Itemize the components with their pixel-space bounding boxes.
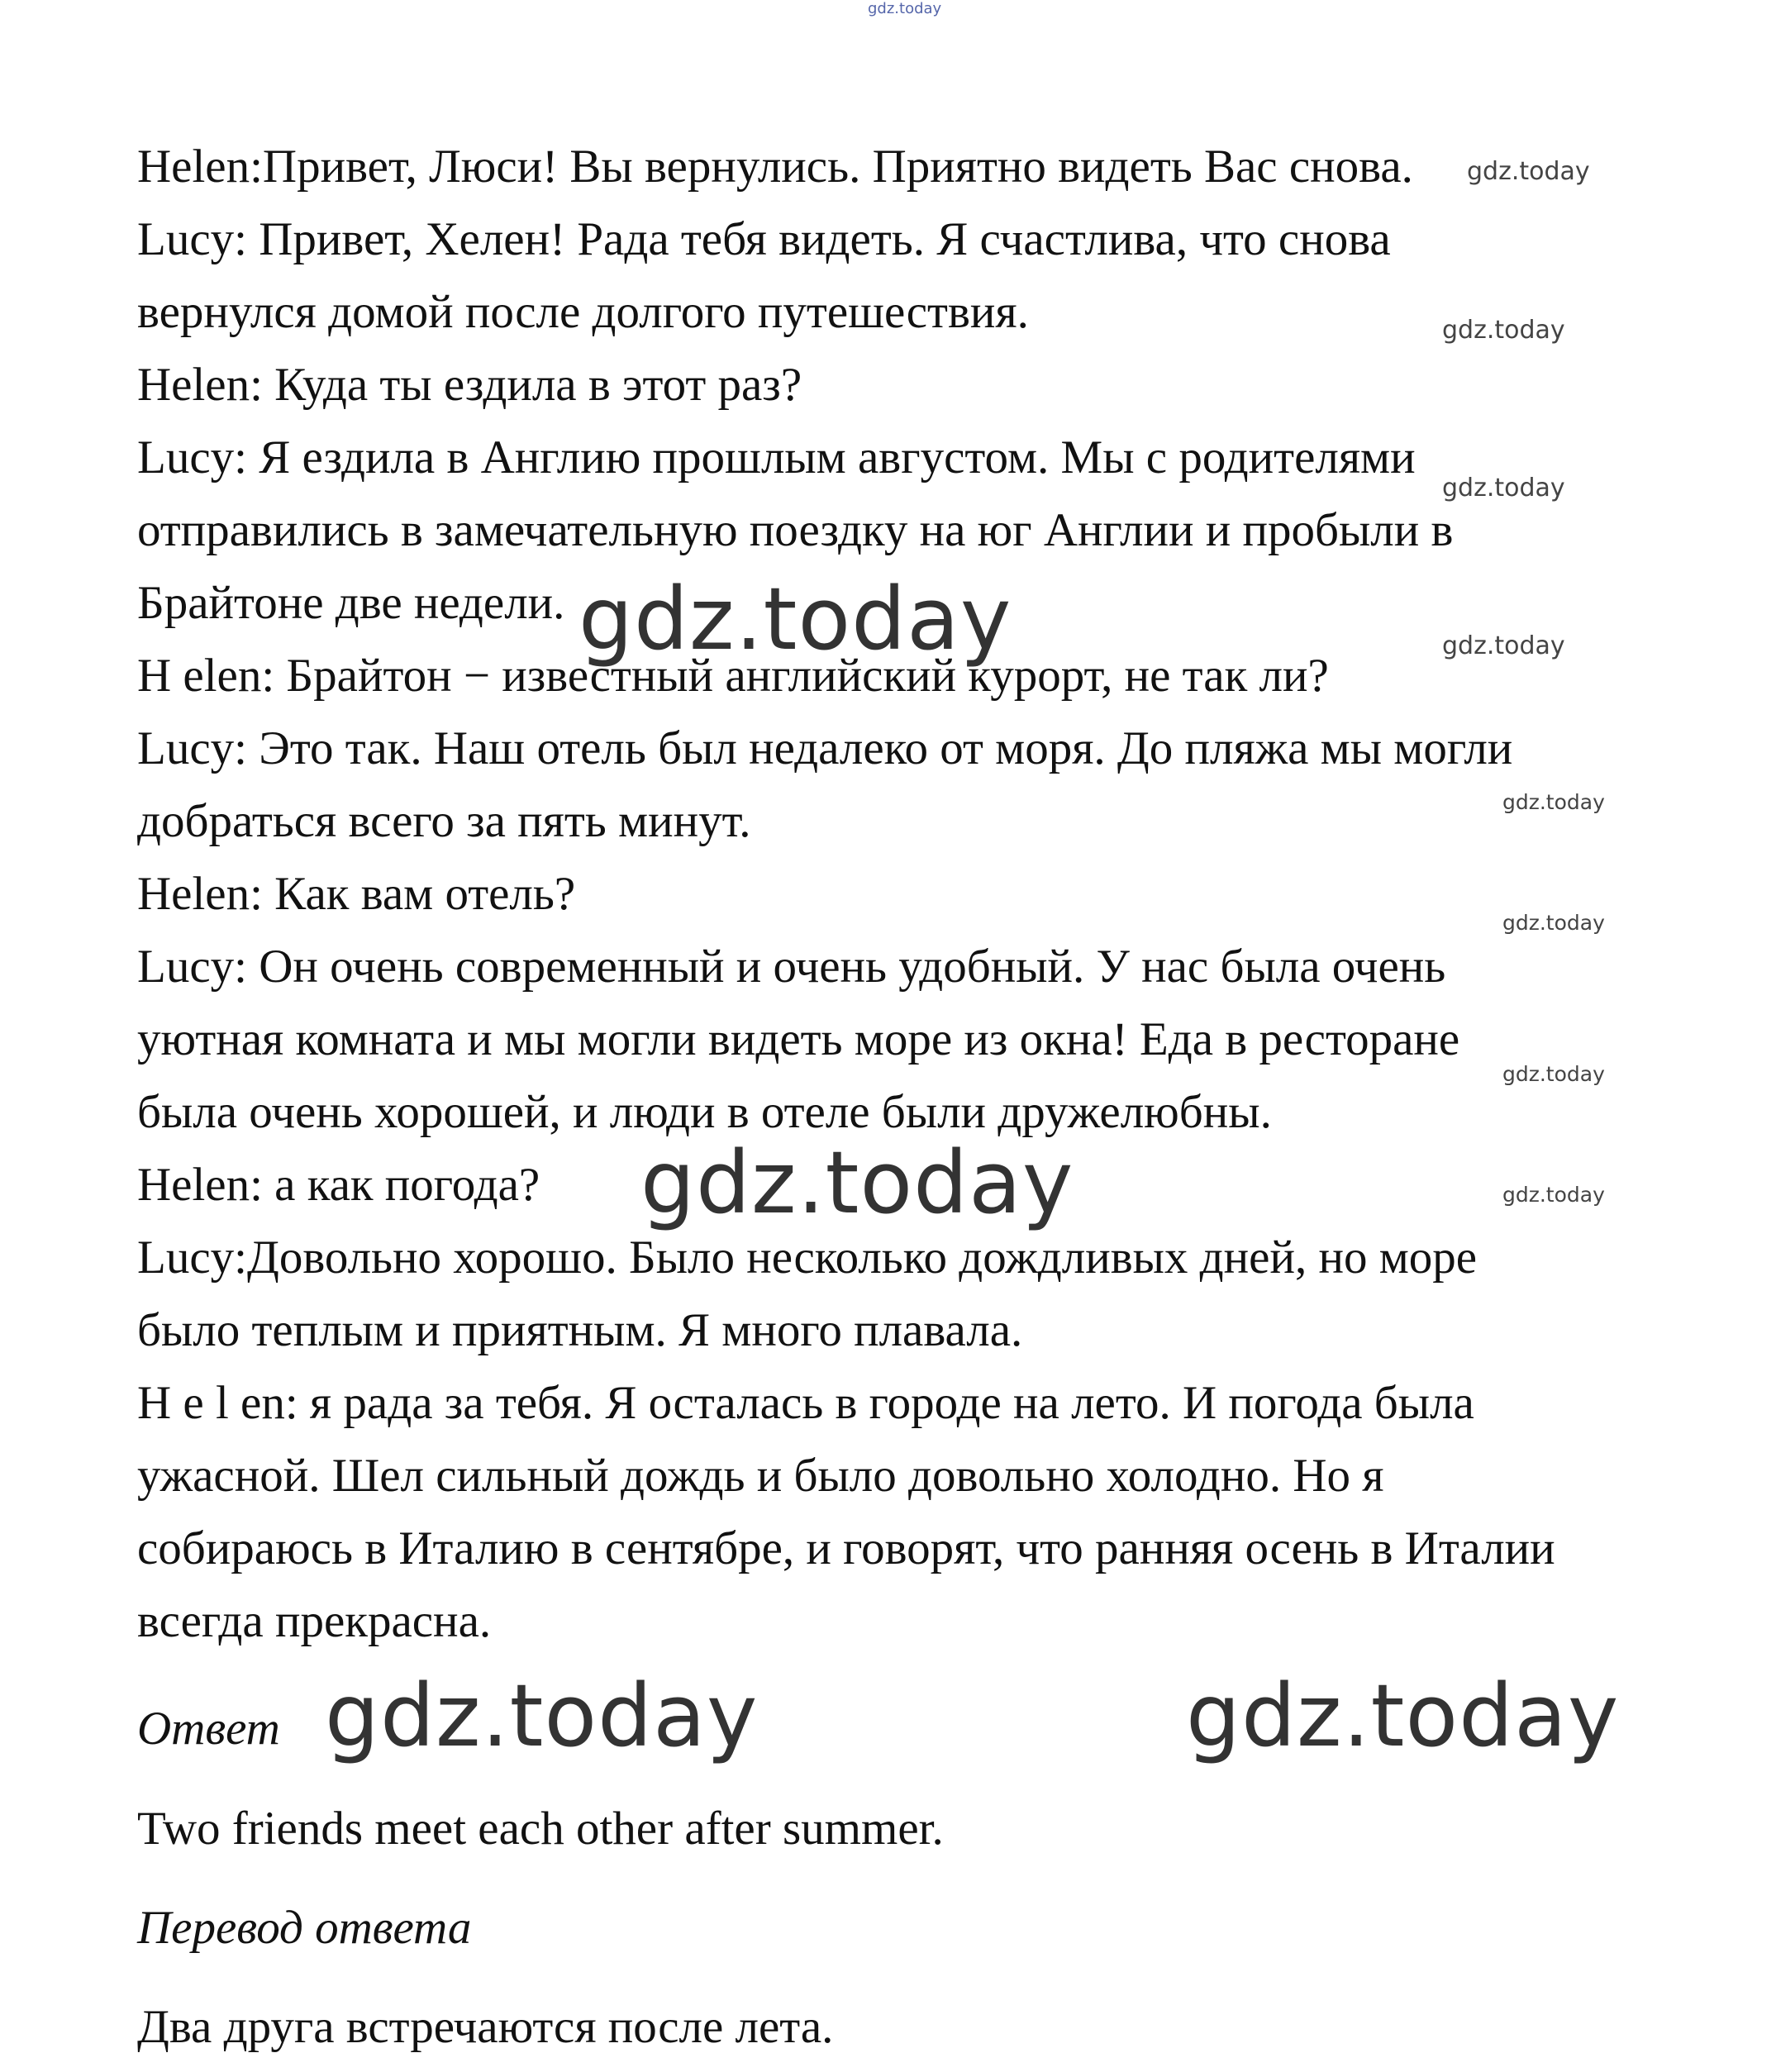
dialogue-line: вернулся домой после долгого путешествия. [137, 286, 1029, 338]
dialogue-line: ужасной. Шел сильный дождь и было довольно холодно. Но я [137, 1450, 1384, 1502]
watermark-large: gdz.today [325, 1665, 759, 1766]
dialogue-line: Helen: Куда ты ездила в этот раз? [137, 359, 802, 411]
header-watermark: gdz.today [868, 0, 942, 17]
dialogue-line: Helen: Как вам отель? [137, 868, 576, 920]
dialogue-line: была очень хорошей, и люди в отеле были дружелюбны. [137, 1086, 1272, 1138]
translation-text: Два друга встречаются после лета. [137, 2001, 834, 2053]
watermark-small: gdz.today [1442, 474, 1565, 503]
dialogue-line: Helen:Привет, Люси! Вы вернулись. Приятно видеть Вас снова. [137, 141, 1413, 193]
dialogue-line: Lucy: Это так. Наш отель был недалеко от моря. До пляжа мы могли [137, 722, 1513, 774]
watermark-small: gdz.today [1467, 157, 1590, 186]
answer-label: Ответ [137, 1703, 280, 1755]
watermark-large: gdz.today [579, 569, 1012, 669]
dialogue-line: Helen: а как погода? [137, 1159, 540, 1211]
dialogue-line: H e l en: я рада за тебя. Я осталась в городе на лето. И погода была [137, 1377, 1474, 1429]
dialogue-line: Lucy: Он очень современный и очень удобный. У нас была очень [137, 941, 1446, 993]
watermark-small: gdz.today [1502, 790, 1605, 814]
dialogue-line: Брайтоне две недели. [137, 577, 565, 629]
watermark-small: gdz.today [1502, 911, 1605, 935]
dialogue-line: Lucy: Привет, Хелен! Рада тебя видеть. Я счастлива, что снова [137, 213, 1391, 265]
watermark-small: gdz.today [1442, 316, 1565, 345]
dialogue-line: отправились в замечательную поездку на юг Англии и пробыли в [137, 504, 1454, 556]
dialogue-line: было теплым и приятным. Я много плавала. [137, 1304, 1023, 1356]
dialogue-line: всегда прекрасна. [137, 1595, 492, 1647]
dialogue-line: Lucy: Я ездила в Англию прошлым августом. Мы с родителями [137, 431, 1416, 483]
watermark-large: gdz.today [640, 1132, 1074, 1233]
watermark-small: gdz.today [1502, 1183, 1605, 1207]
dialogue-line: Lucy:Довольно хорошо. Было несколько дождливых дней, но море [137, 1231, 1478, 1284]
dialogue-line: добраться всего за пять минут. [137, 795, 751, 847]
dialogue-line: уютная комната и мы могли видеть море из окна! Еда в ресторане [137, 1013, 1460, 1065]
watermark-large: gdz.today [1186, 1665, 1620, 1766]
dialogue-line: собираюсь в Италию в сентябре, и говорят, что ранняя осень в Италии [137, 1522, 1555, 1574]
dialogue-line: H elen: Брайтон − известный английский курорт, не так ли? [137, 650, 1329, 702]
watermark-small: gdz.today [1502, 1062, 1605, 1086]
translation-label: Перевод ответа [137, 1902, 472, 1954]
answer-text: Two friends meet each other after summer. [137, 1803, 944, 1855]
watermark-small: gdz.today [1442, 631, 1565, 660]
